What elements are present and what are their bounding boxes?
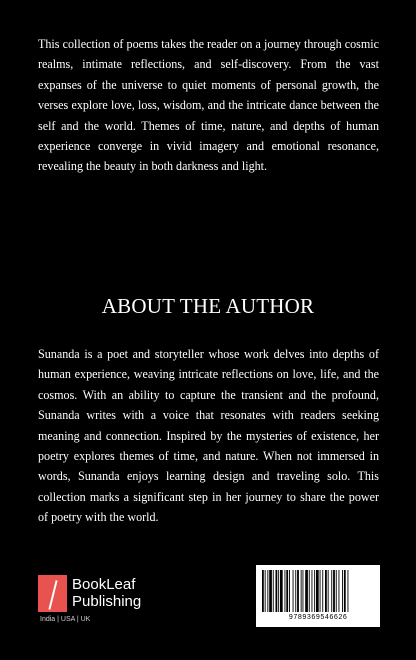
barcode-bar xyxy=(267,570,268,612)
barcode-bar xyxy=(265,570,266,612)
barcode-bar xyxy=(322,570,323,612)
barcode-bar xyxy=(262,570,264,612)
barcode-bar xyxy=(303,570,304,612)
barcode-bar xyxy=(342,570,343,612)
barcode-bar xyxy=(344,570,346,612)
barcode-bar xyxy=(339,570,340,612)
barcode-bar xyxy=(348,570,349,612)
barcode-bar xyxy=(297,570,299,612)
barcode-bar xyxy=(309,570,310,612)
publisher-logo xyxy=(38,573,178,633)
slash-glyph xyxy=(48,580,57,610)
barcode-bars xyxy=(262,570,374,612)
isbn-barcode xyxy=(256,565,380,627)
publisher-name-line1: BookLeaf xyxy=(72,576,136,593)
barcode-bar xyxy=(312,570,313,612)
barcode-bar xyxy=(285,570,286,612)
barcode-bar xyxy=(325,570,327,612)
barcode-bar xyxy=(316,570,319,612)
barcode-bar xyxy=(331,570,332,612)
barcode-bar xyxy=(295,570,296,612)
publisher-name-line2: Publishing xyxy=(72,593,142,610)
publisher-mark-icon xyxy=(38,575,67,612)
barcode-bar xyxy=(269,570,272,612)
barcode-bar xyxy=(286,570,288,612)
barcode-bar xyxy=(293,570,294,612)
publisher-regions: India | USA | UK xyxy=(40,616,91,623)
barcode-bar xyxy=(305,570,308,612)
barcode-bar xyxy=(320,570,321,612)
isbn-number: 9789369546626 xyxy=(288,614,348,622)
barcode-bar xyxy=(333,570,335,612)
barcode-bar xyxy=(314,570,315,612)
barcode-bar xyxy=(273,570,274,612)
author-bio: Sunanda is a poet and storyteller whose work delves into depths of human experience, weaving intricate reflections on love, life, and the cosmos. With an ability to capture the transient and the profound, Sunanda writes with a voice that resonates with readers seeking meaning and connection. Inspired by the mysteries of existence, her poetry explores themes of time, and nature. When not immersed in words, Sunanda enjoys learning design and traveling solo. This collection marks a significant step in her journey to share the power of poetry with the world. xyxy=(38,347,379,525)
barcode-bar xyxy=(336,570,337,612)
barcode-bar xyxy=(276,570,278,612)
barcode-bar xyxy=(301,570,302,612)
book-blurb: This collection of poems takes the reader on a journey through cosmic realms, intimate reflections, and self-discovery. From the vast expanses of the universe to quiet moments of personal growth, the verses explore love, loss, wisdom, and the intricate dance between the self and the world. Themes of time, nature, and depths of human experience converge in vivid imagery and emotional resonance, revealing the beauty in both darkness and light. xyxy=(38,37,379,174)
about-author-heading: ABOUT THE AUTHOR xyxy=(101,294,315,318)
barcode-bar xyxy=(280,570,283,612)
barcode-bar xyxy=(278,570,279,612)
barcode-bar xyxy=(289,570,290,612)
barcode-bar xyxy=(328,570,329,612)
